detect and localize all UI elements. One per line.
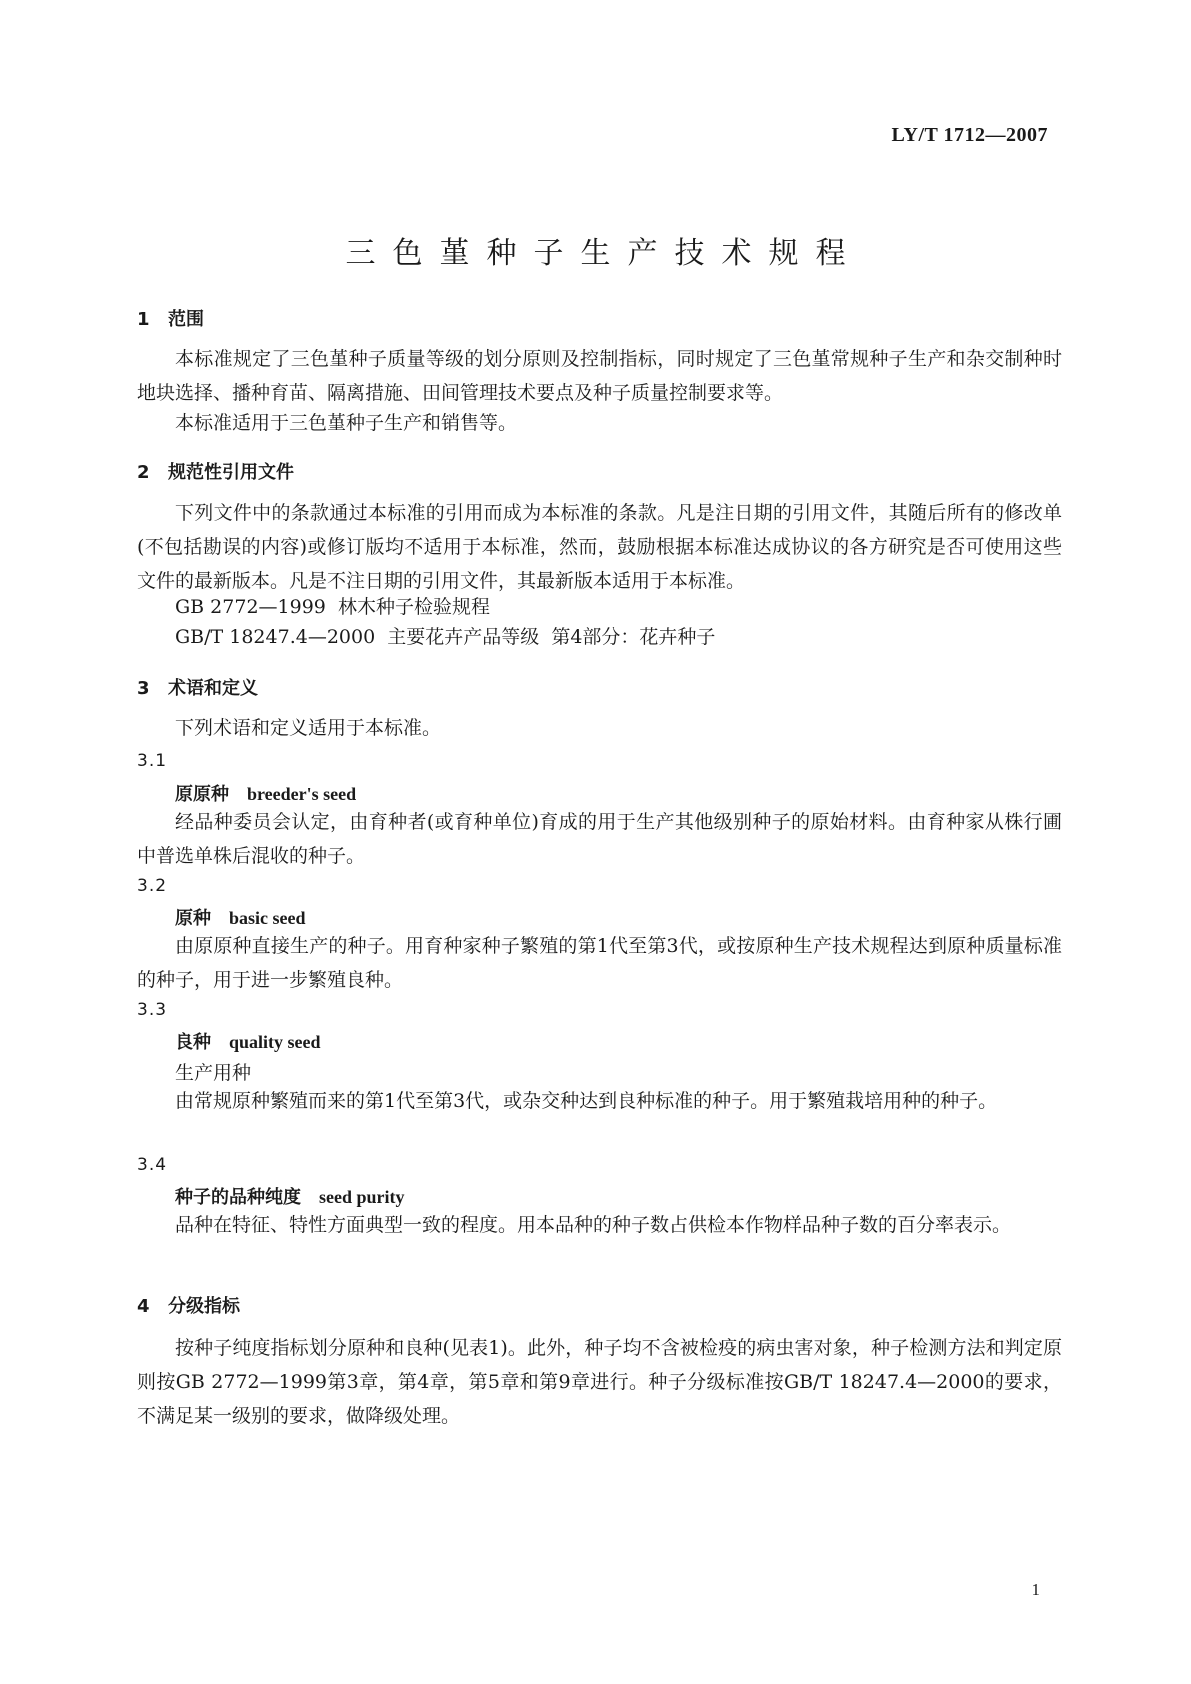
section-title: 范围 [168,309,204,330]
term-entry [175,780,356,806]
section-title: 术语和定义 [168,678,258,699]
section-number: 2 [137,462,150,483]
section-number: 3 [137,678,150,699]
section-heading-grading-index [137,1292,240,1318]
term-chinese: 良种 [175,1032,211,1053]
paragraph: 下列术语和定义适用于本标准。 [175,717,442,739]
paragraph: 本标准适用于三色堇种子生产和销售等。 [175,412,518,434]
term-english: quality seed [229,1032,321,1052]
term-chinese: 种子的品种纯度 [175,1187,301,1208]
clause-number: 3.2 [137,876,168,896]
term-english: breeder's seed [247,784,357,804]
clause-number: 3.4 [137,1155,168,1175]
section-heading-scope [137,305,204,331]
section-heading-normative-references [137,458,294,484]
term-synonym: 生产用种 [175,1062,252,1084]
page-number: 1 [1031,1580,1040,1599]
term-chinese: 原种 [175,908,211,929]
section-title: 分级指标 [168,1296,240,1317]
term-entry [175,904,306,930]
term-entry [175,1183,405,1209]
reference-item: GB 2772—1999 林木种子检验规程 [175,596,490,618]
reference-item: GB/T 18247.4—2000 主要花卉产品等级 第4部分：花卉种子 [175,626,716,648]
definition: 由原原种直接生产的种子。用育种家种子繁殖的第1代至第3代，或按原种生产技术规程达到原种质量标准的种子，用于进一步繁殖良种。 [137,935,1062,991]
term-english: basic seed [229,908,306,928]
definition: 品种在特征、特性方面典型一致的程度。用本品种的种子数占供检本作物样品种子数的百分率表示。 [175,1214,1012,1236]
clause-number: 3.3 [137,1000,168,1020]
section-title: 规范性引用文件 [168,462,294,483]
term-chinese: 原原种 [175,784,229,805]
document-code: LY/T 1712—2007 [891,124,1048,146]
section-number: 1 [137,309,150,330]
definition: 经品种委员会认定，由育种者(或育种单位)育成的用于生产其他级别种子的原始材料。由育种家从株行圃中普选单株后混收的种子。 [137,811,1062,867]
paragraph: 下列文件中的条款通过本标准的引用而成为本标准的条款。凡是注日期的引用文件，其随后所有的修改单(不包括勘误的内容)或修订版均不适用于本标准，然而，鼓励根据本标准达成协议的各方研究是否可使用这些文件的最新版本。凡是不注日期的引用文件，其最新版本适用于本标准。 [137,502,1062,592]
paragraph: 本标准规定了三色堇种子质量等级的划分原则及控制指标，同时规定了三色堇常规种子生产和杂交制种时地块选择、播种育苗、隔离措施、田间管理技术要点及种子质量控制要求等。 [137,348,1062,404]
definition: 由常规原种繁殖而来的第1代至第3代，或杂交种达到良种标准的种子。用于繁殖栽培用种的种子。 [175,1090,998,1112]
section-heading-terms-definitions [137,674,258,700]
term-entry [175,1028,321,1054]
section-number: 4 [137,1296,150,1317]
document-title: 三色堇种子生产技术规程 [345,236,863,271]
term-english: seed purity [319,1187,405,1207]
paragraph: 按种子纯度指标划分原种和良种(见表1)。此外，种子均不含被检疫的病虫害对象，种子检测方法和判定原则按GB 2772—1999第3章，第4章，第5章和第9章进行。种子分级标准按GB/T 18247.4—2000的要求，不满足某一级别的要求，做降级处理。 [137,1337,1062,1427]
clause-number: 3.1 [137,751,168,771]
